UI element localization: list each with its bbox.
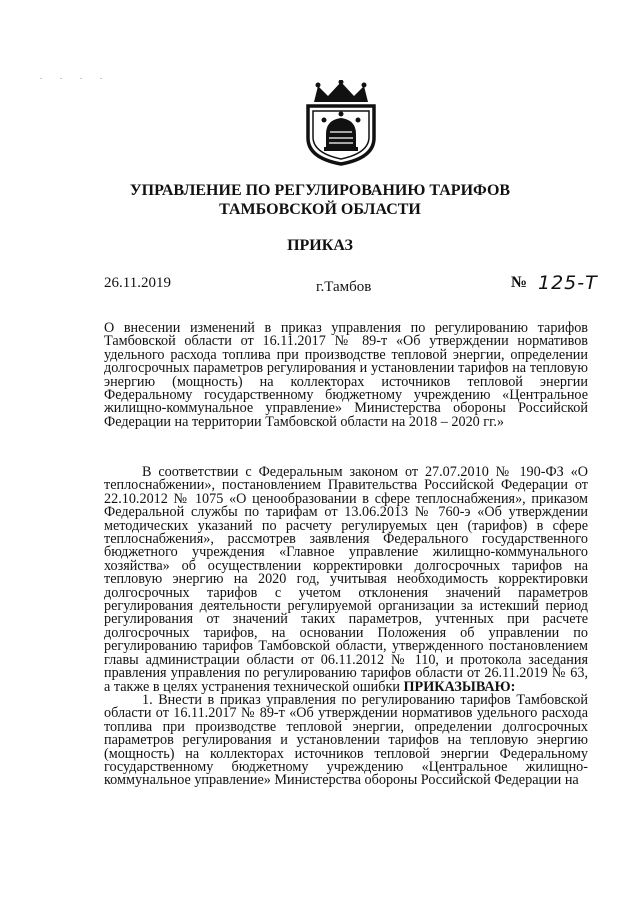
document-subject: О внесении изменений в приказ управления по регулированию тарифов Тамбовской области от 16.11.2017 № 89-т «Об утверждении нормативов удельного расхода топлива при производстве тепловой энергии, определении долгосрочных параметров регулирования и установлении тарифов на тепловую энергию (мощность) на коллекторах источников тепловой энергии Федеральному государственному бюджетному учреждению «Центральное жилищно-коммунальное управление» Министерства обороны Российской Федерации на территории Тамбовской области на 2018 – 2020 гг.»	[104, 320, 588, 430]
command-word: ПРИКАЗЫВАЮ:	[403, 678, 516, 695]
preamble-paragraph	[104, 466, 588, 694]
document-body	[104, 466, 588, 788]
preamble-text: В соответствии с Федеральным законом от 27.07.2010 № 190-ФЗ «О теплоснабжении», постановлением Правительства Российской Федерации от 22.10.2012 № 1075 «О ценообразовании в сфере теплоснабжения», приказом Федеральной службы по тарифам от 13.06.2013 № 760-э «Об утверждении методических указаний по расчету регулируемых цен (тарифов) в сфере теплоснабжения», рассмотрев заявления Федерального государственного бюджетного учреждения «Главное управление жилищно-коммунального хозяйства» об осуществлении корректировки долгосрочных тарифов на тепловую энергию на 2020 год, учитывая необходимость корректировки долгосрочных тарифов с учетом отклонения значений параметров регулирования деятельности регулируемой организации за истекший период регулирования от значений таких параметров, учтенных при расчете долгосрочных тарифов, на основании Положения об управлении по регулированию тарифов Тамбовской области, утвержденного постановлением главы администрации области от 06.11.2012 № 110, и протокола заседания правления управления по регулированию тарифов области от 26.11.2019 № 63, а также в целях устранения технической ошибки	[104, 464, 588, 695]
document-number-label: №	[511, 274, 528, 291]
document-date: 26.11.2019	[104, 275, 171, 291]
scan-artifact: . . . .	[40, 72, 110, 81]
document-city: г.Тамбов	[316, 279, 372, 295]
issuer-title-line2: ТАМБОВСКОЙ ОБЛАСТИ	[219, 201, 421, 218]
tambov-coat-of-arms-icon	[302, 80, 380, 166]
document-type: ПРИКАЗ	[287, 237, 353, 254]
item-1-paragraph: 1. Внести в приказ управления по регулированию тарифов Тамбовской области от 16.11.2017 № 89-т «Об утверждении нормативов удельного расхода топлива при производстве тепловой энергии, определении долгосрочных параметров регулирования и установлении тарифов на тепловую энергию (мощность) на коллекторах источников тепловой энергии Федеральному государственному бюджетному учреждению «Центральное жилищно-коммунальное управление» Министерства обороны Российской Федерации на	[104, 691, 588, 789]
issuer-title-line1: УПРАВЛЕНИЕ ПО РЕГУЛИРОВАНИЮ ТАРИФОВ	[129, 182, 511, 199]
document-number-handwritten: 125-Т	[538, 272, 598, 294]
